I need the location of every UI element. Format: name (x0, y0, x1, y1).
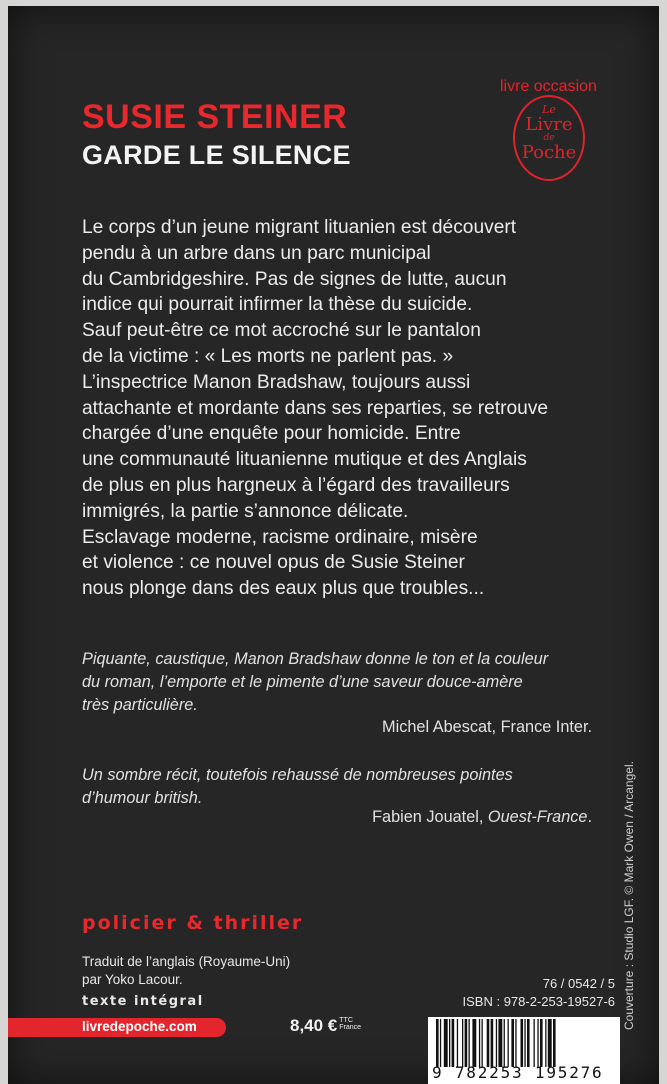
quote-line: du roman, l’emporte et le pimente d’une saveur douce-amère (82, 673, 523, 691)
barcode-bar (479, 1019, 480, 1067)
translator-line: par Yoko Lacour. (82, 972, 183, 987)
barcode-bar (504, 1019, 505, 1067)
cover-credit: Couverture : Studio LGF. © Mark Owen / Arcangel. (622, 761, 636, 1030)
ttc-label: TTC (339, 1017, 353, 1024)
barcode-bar (524, 1019, 525, 1067)
barcode-bar (545, 1019, 546, 1067)
barcode-number: 9 782253 195276 (432, 1063, 604, 1082)
credit-source: Ouest-France (487, 808, 588, 826)
translator-credit (82, 953, 382, 989)
edition-label: texte intégral (82, 994, 204, 1009)
quote-credit-2 (372, 808, 592, 827)
barcode-bar (491, 1019, 494, 1067)
barcode-bar (449, 1019, 450, 1067)
barcode-bar (482, 1019, 483, 1067)
blurb-line: indice qui pourrait infirmer la thèse du suicide. (82, 294, 473, 316)
barcode (428, 1017, 620, 1084)
quote-line: Piquante, caustique, Manon Bradshaw donne le ton et la couleur (82, 650, 549, 668)
press-quote-2 (82, 764, 602, 810)
blurb-line: immigrés, la partie s’annonce délicate. (82, 500, 409, 522)
quote-line: très particulière. (82, 696, 198, 714)
quote-credit-1: Michel Abescat, France Inter. (382, 718, 592, 736)
blurb-line: Sauf peut-être ce mot accroché sur le pantalon (82, 320, 481, 342)
book-title: GARDE LE SILENCE (82, 140, 351, 170)
barcode-bar (436, 1019, 439, 1067)
credit-end: . (587, 808, 592, 826)
press-quote-1 (82, 648, 602, 717)
barcode-bar (521, 1019, 524, 1067)
watermark-text: livre occasion (500, 78, 597, 95)
logo-de: de (543, 133, 555, 143)
blurb-line: une communauté lituanienne mutique et des Anglais (82, 449, 527, 471)
blurb-line: Le corps d’un jeune migrant lituanien est découvert (82, 217, 517, 238)
website-link[interactable]: livredepoche.com (82, 1019, 197, 1034)
blurb-line: attachante et mordante dans ses reparties, se retrouve (82, 397, 549, 419)
barcode-bar (508, 1019, 509, 1067)
barcode-bar (498, 1019, 502, 1067)
author-name: SUSIE STEINER (82, 98, 348, 136)
barcode-bar (540, 1019, 543, 1067)
barcode-bar (462, 1019, 463, 1067)
barcode-bar (457, 1019, 458, 1067)
barcode-bar (553, 1019, 556, 1067)
quote-line: Un sombre récit, toutefois rehaussé de nombreuses pointes (82, 766, 513, 784)
blurb-line: de plus en plus hargneux à l’égard des travailleurs (82, 474, 510, 496)
quote-line: d’humour british. (82, 789, 203, 807)
blurb (82, 215, 602, 602)
blurb-line: de la victime : « Les morts ne parlent pas. » (82, 345, 454, 367)
barcode-bar (444, 1019, 448, 1067)
blurb-line: du Cambridgeshire. Pas de signes de lutte, aucun (82, 268, 507, 290)
price-ttc (339, 1017, 361, 1031)
barcode-bar (472, 1019, 476, 1067)
barcode-bar (440, 1019, 441, 1067)
barcode-bar (515, 1019, 516, 1067)
isbn: ISBN : 978-2-253-19527-6 (462, 994, 615, 1009)
barcode-bar (537, 1019, 538, 1067)
barcode-bar (527, 1019, 530, 1067)
blurb-line: Esclavage moderne, racisme ordinaire, misère (82, 526, 478, 548)
credit-name: Fabien Jouatel, (372, 808, 488, 826)
genre-label: policier & thriller (82, 912, 304, 934)
barcode-bar (534, 1019, 535, 1067)
logo-livre: Livre (525, 114, 573, 135)
barcode-bar (465, 1019, 468, 1067)
publisher-logo (513, 95, 585, 181)
product-code: 76 / 0542 / 5 (542, 976, 615, 991)
barcode-bar (487, 1019, 490, 1067)
blurb-line: et violence : ce nouvel opus de Susie Steiner (82, 552, 465, 574)
barcode-bar (452, 1019, 455, 1067)
price (290, 1016, 361, 1036)
barcode-bar (511, 1019, 514, 1067)
barcode-bars (436, 1019, 612, 1067)
barcode-bar (548, 1019, 552, 1067)
price-amount: 8,40 € (290, 1016, 338, 1035)
barcode-bar (469, 1019, 470, 1067)
blurb-line: L’inspectrice Manon Bradshaw, toujours aussi (82, 371, 471, 393)
logo-poche: Poche (521, 142, 577, 163)
blurb-line: nous plonge dans des eaux plus que troubles... (82, 578, 485, 600)
translator-line: Traduit de l’anglais (Royaume-Uni) (82, 954, 291, 969)
country-label: France (339, 1024, 362, 1031)
blurb-line: pendu à un arbre dans un parc municipal (82, 242, 431, 264)
blurb-line: chargée d’une enquête pour homicide. Entre (82, 423, 461, 445)
logo-le: Le (542, 103, 556, 116)
barcode-bar (496, 1019, 497, 1067)
